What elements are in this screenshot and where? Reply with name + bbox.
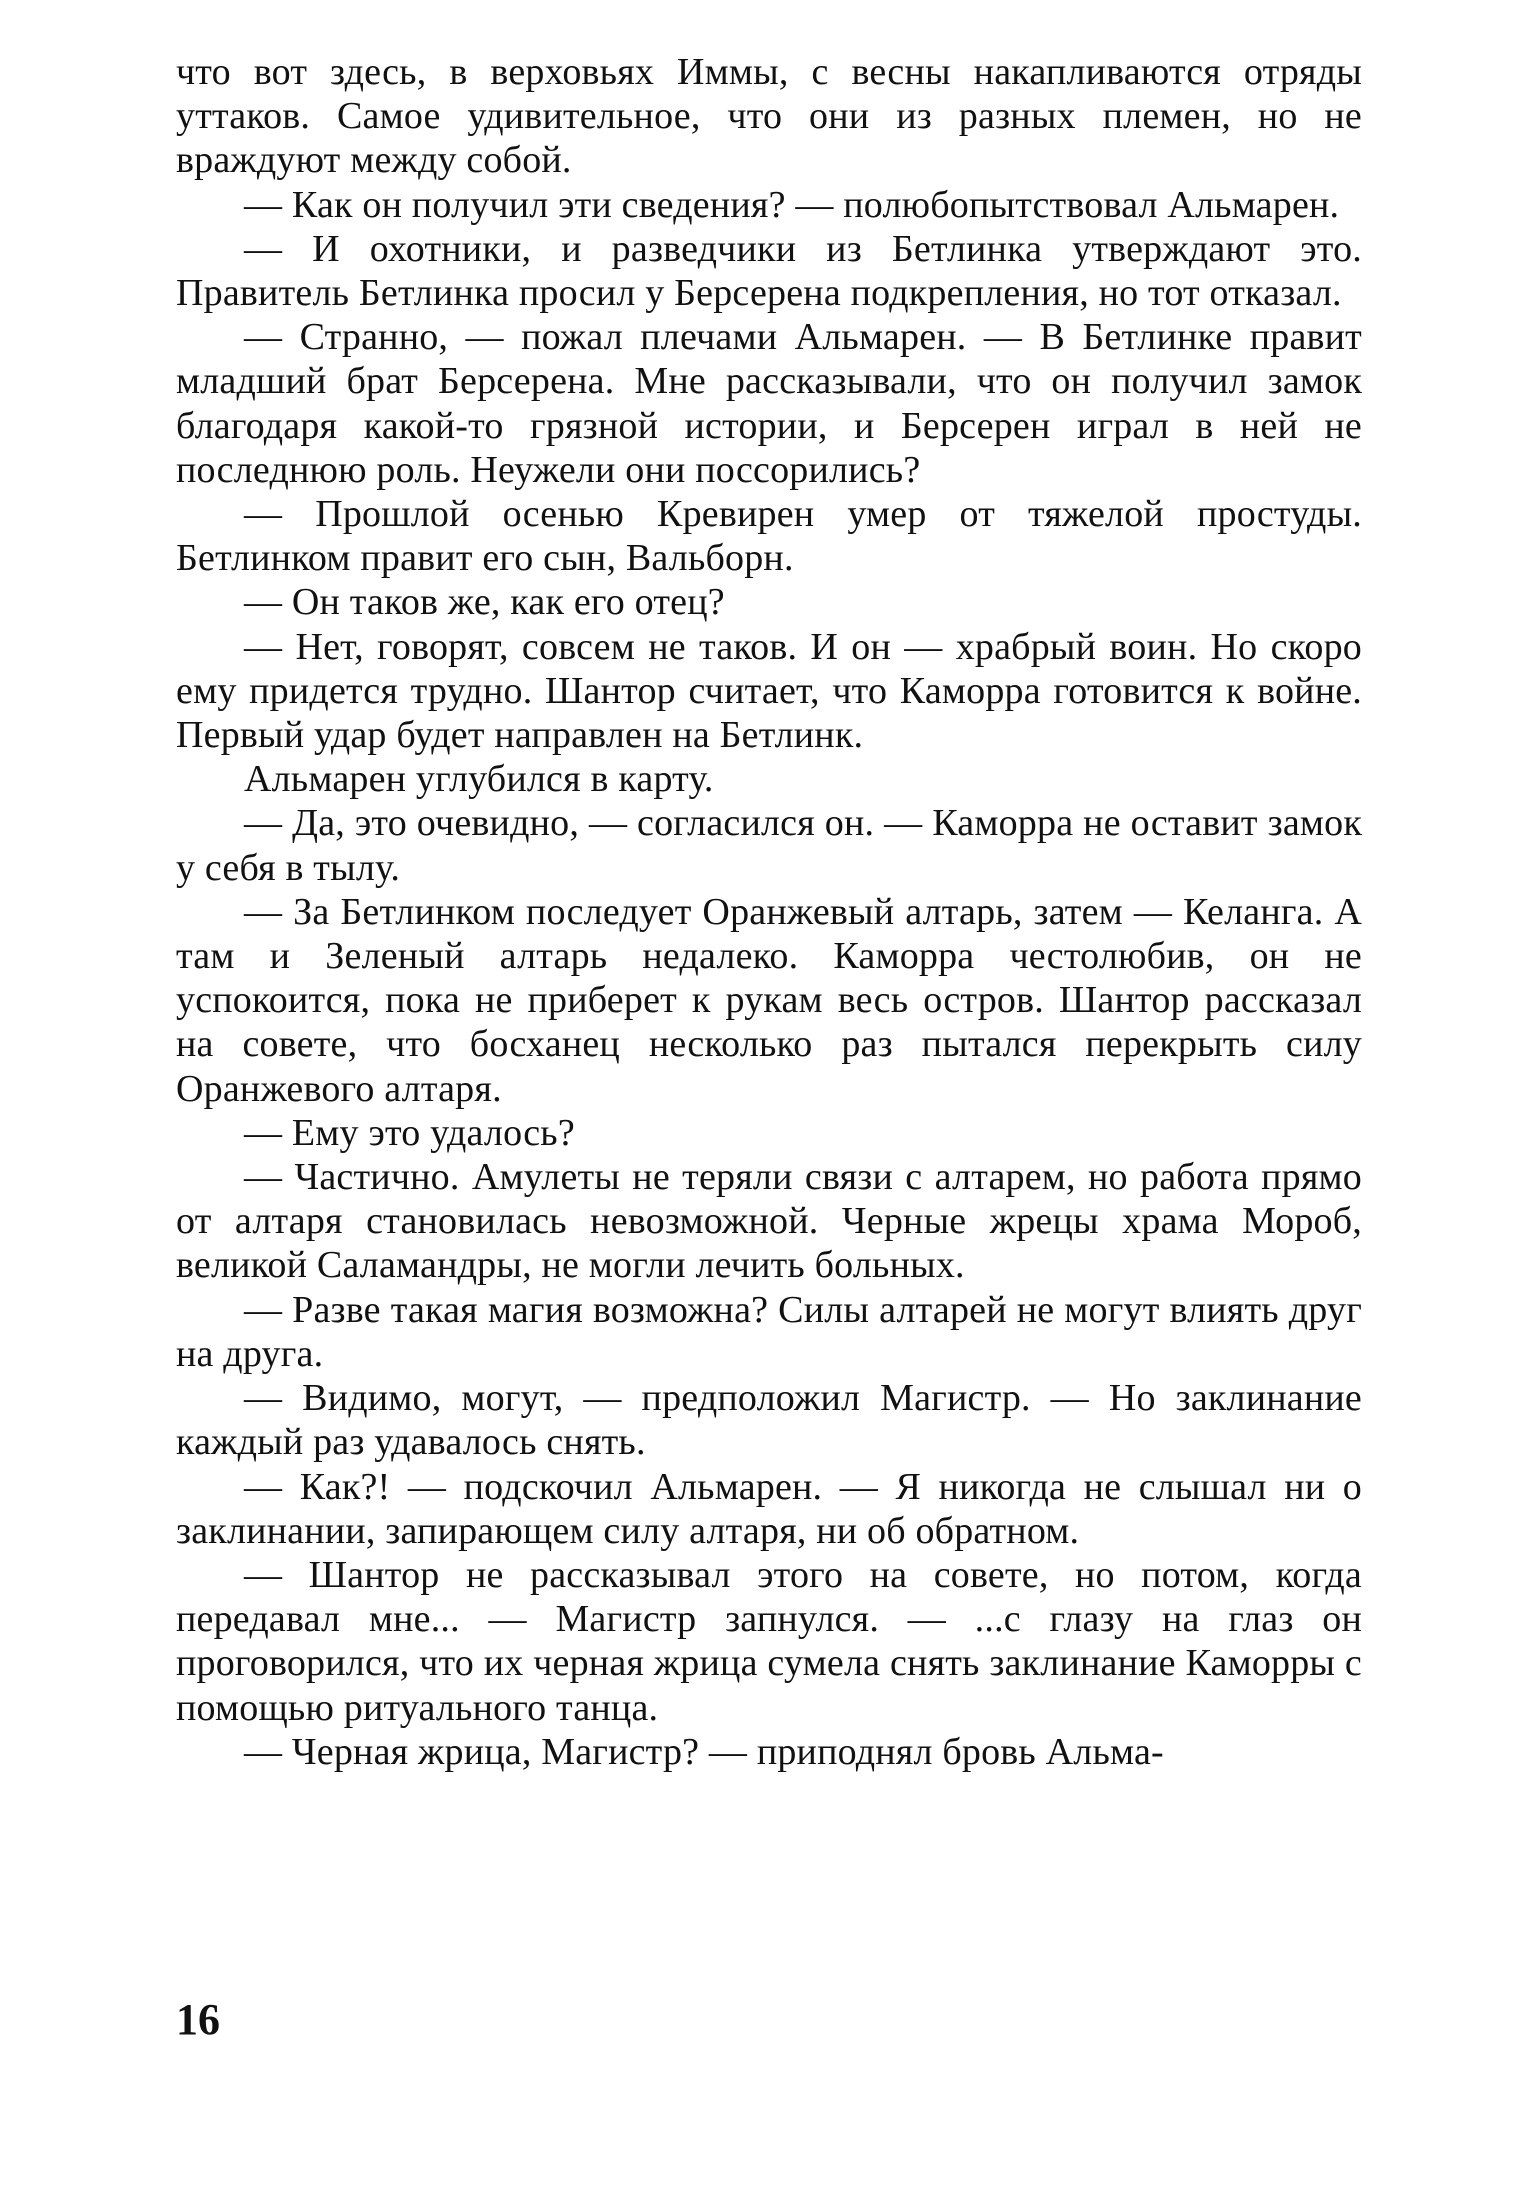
paragraph: — Прошлой осенью Кревирен умер от тяжелой простуды. Бетлинком правит его сын, Вальборн. [176,493,1362,580]
paragraph: — Как?! — подскочил Альмарен. — Я никогда не слышал ни о заклинании, запирающем силу алтаря, ни об обратном. [176,1465,1362,1552]
paragraph: — Шантор не рассказывал этого на совете, но потом, когда передавал мне... — Магистр запнулся. — ...с глазу на глаз он проговорился, что их черная жрица сумела снять заклинание Каморры с помощью ритуального танца. [176,1553,1362,1729]
paragraph: — Он таков же, как его отец? [244,581,725,624]
page-text [176,50,1362,1774]
paragraph: что вот здесь, в верховьях Иммы, с весны накапливаются отряды уттаков. Самое удивительное, что они из разных племен, но не враждуют между собой. [176,51,1362,182]
paragraph: — Нет, говорят, совсем не таков. И он — храбрый воин. Но скоро ему придется трудно. Шантор считает, что Каморра готовится к войне. Первый удар будет направлен на Бетлинк. [176,625,1362,757]
paragraph: — Ему это удалось? [244,1111,575,1154]
paragraph: — Да, это очевидно, — согласился он. — Каморра не оставит замок у себя в тылу. [176,802,1362,889]
paragraph: — Странно, — пожал плечами Альмарен. — В Бетлинке правит младший брат Берсерена. Мне рассказывали, что он получил замок благодаря какой-то грязной истории, и Берсерен играл в ней не последнюю роль. Неужели они поссорились? [176,316,1362,491]
paragraph: — Черная жрица, Магистр? — приподнял бровь Альма- [244,1730,1164,1773]
page-number: 16 [176,1995,220,2044]
paragraph: — Частично. Амулеты не теряли связи с алтарем, но работа прямо от алтаря становилась невозможной. Черные жрецы храма Мороб, великой Саламандры, не могли лечить больных. [176,1156,1362,1287]
paragraph: — За Бетлинком последует Оранжевый алтарь, затем — Келанга. А там и Зеленый алтарь недалеко. Каморра честолюбив, он не успокоится, пока не приберет к рукам весь остров. Шантор рассказал на совете, что босханец несколько раз пытался перекрыть силу Оранжевого алтаря. [176,890,1362,1110]
paragraph: — И охотники, и разведчики из Бетлинка утверждают это. Правитель Бетлинка просил у Берсерена подкрепления, но тот отказал. [176,227,1362,315]
paragraph: — Как он получил эти сведения? — полюбопытствовал Альмарен. [244,183,1340,226]
paragraph: — Разве такая магия возможна? Силы алтарей не могут влиять друг на друга. [176,1288,1362,1375]
paragraph: — Видимо, могут, — предположил Магистр. — Но заклинание каждый раз удавалось снять. [176,1377,1362,1464]
paragraph: Альмарен углубился в карту. [244,758,714,801]
